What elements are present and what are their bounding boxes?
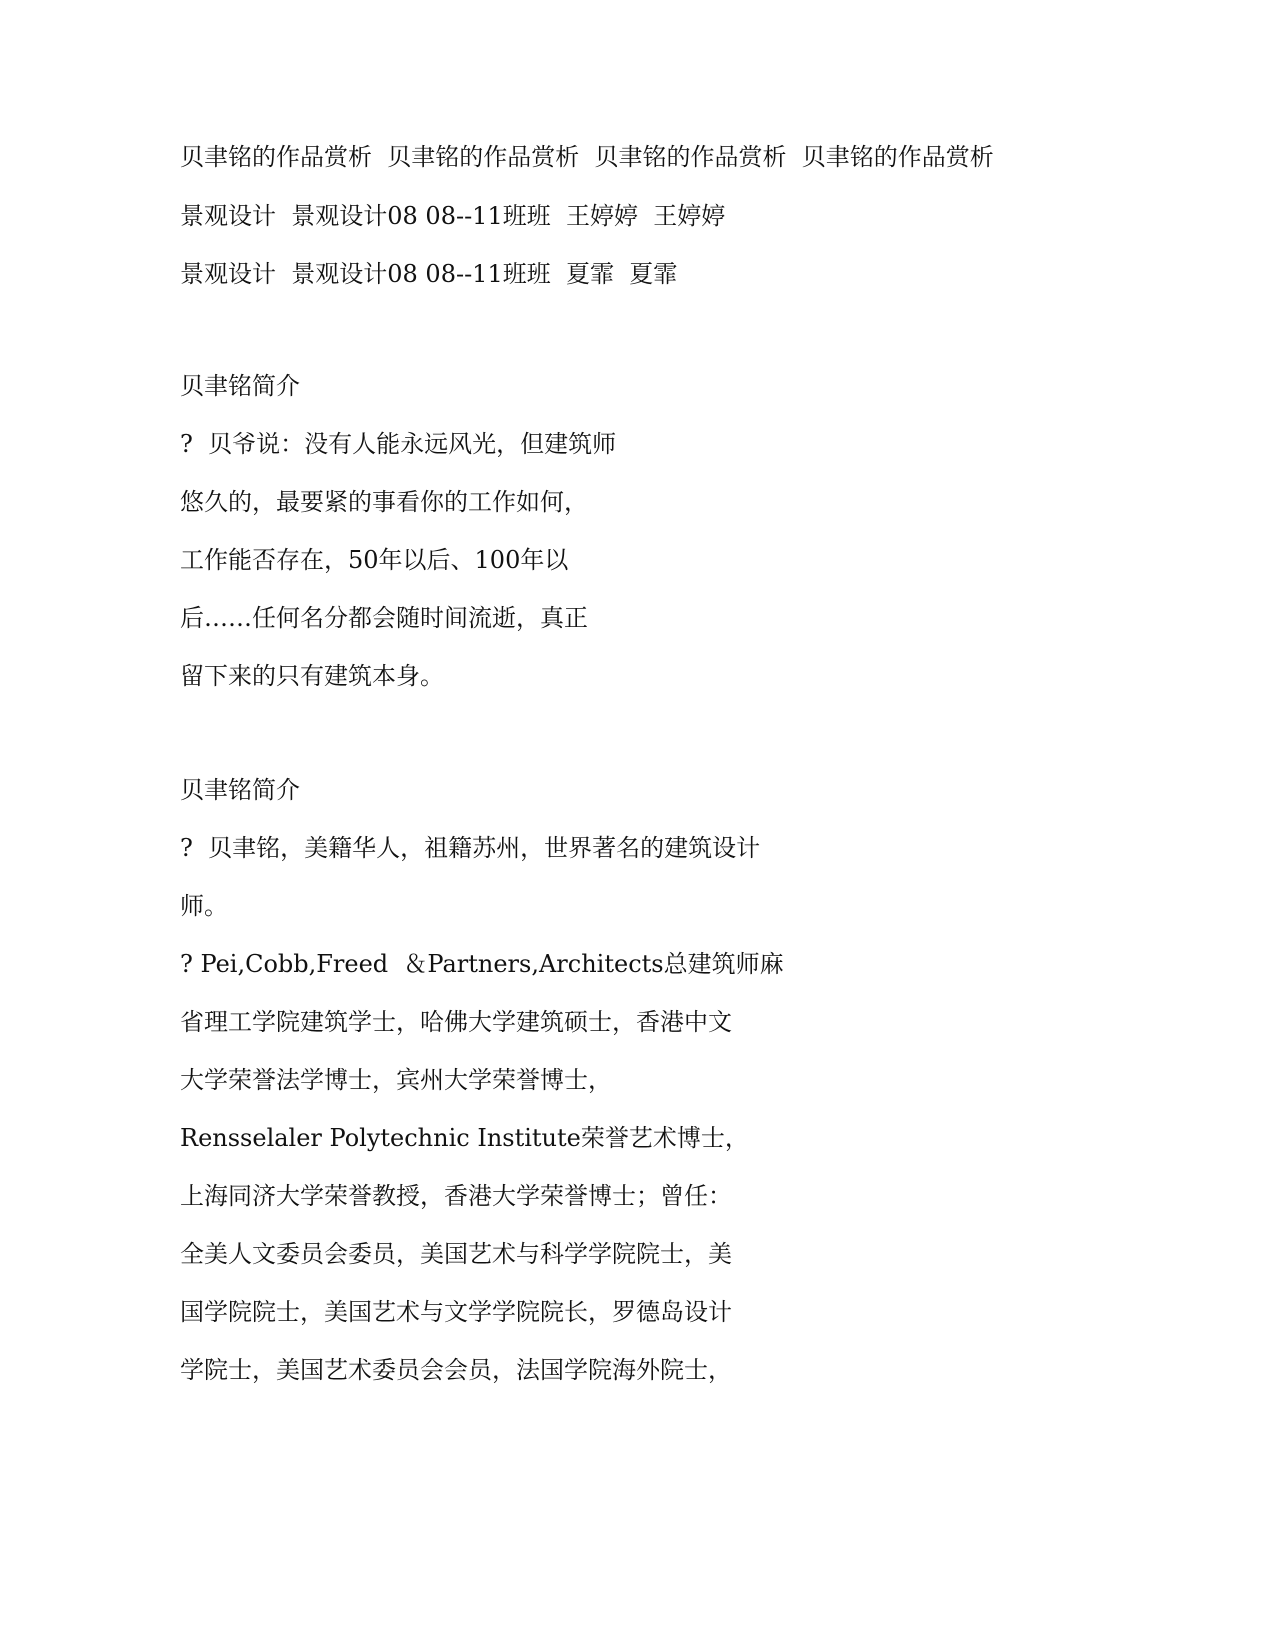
section-2-line: ? Pei,Cobb,Freed ＆Partners,Architects总建筑师麻: [180, 950, 784, 978]
section-1-line: 后……任何名分都会随时间流逝，真正: [180, 604, 588, 632]
author-line-1: 景观设计 景观设计08 08--11班班 王婷婷 王婷婷: [180, 202, 726, 230]
section-1-line: 悠久的，最要紧的事看你的工作如何，: [180, 488, 588, 516]
section-1-line: ? 贝爷说：没有人能永远风光，但建筑师: [180, 430, 617, 458]
section-2-line: 学院士，美国艺术委员会会员，法国学院海外院士，: [180, 1356, 732, 1384]
section-2-line: 全美人文委员会委员，美国艺术与科学学院院士，美: [180, 1240, 732, 1268]
section-2-line: Rensselaler Polytechnic Institute荣誉艺术博士，: [180, 1124, 749, 1152]
section-2-line: 国学院院士，美国艺术与文学学院院长，罗德岛设计: [180, 1298, 732, 1326]
section-2-line: ? 贝聿铭，美籍华人，祖籍苏州，世界著名的建筑设计: [180, 834, 761, 862]
section-2-heading: 贝聿铭简介: [180, 776, 300, 804]
section-1-heading: 贝聿铭简介: [180, 372, 300, 400]
section-1-line: 留下来的只有建筑本身。: [180, 662, 444, 690]
section-1-line: 工作能否存在，50年以后、100年以: [180, 546, 569, 574]
section-2-line: 大学荣誉法学博士，宾州大学荣誉博士，: [180, 1066, 612, 1094]
section-2-line: 上海同济大学荣誉教授，香港大学荣誉博士；曾任：: [180, 1182, 732, 1210]
section-2-line: 省理工学院建筑学士，哈佛大学建筑硕士，香港中文: [180, 1008, 732, 1036]
document-title-line: 贝聿铭的作品赏析 贝聿铭的作品赏析 贝聿铭的作品赏析 贝聿铭的作品赏析: [180, 143, 994, 171]
section-2-line: 师。: [180, 892, 228, 920]
author-line-2: 景观设计 景观设计08 08--11班班 夏霏 夏霏: [180, 260, 678, 288]
